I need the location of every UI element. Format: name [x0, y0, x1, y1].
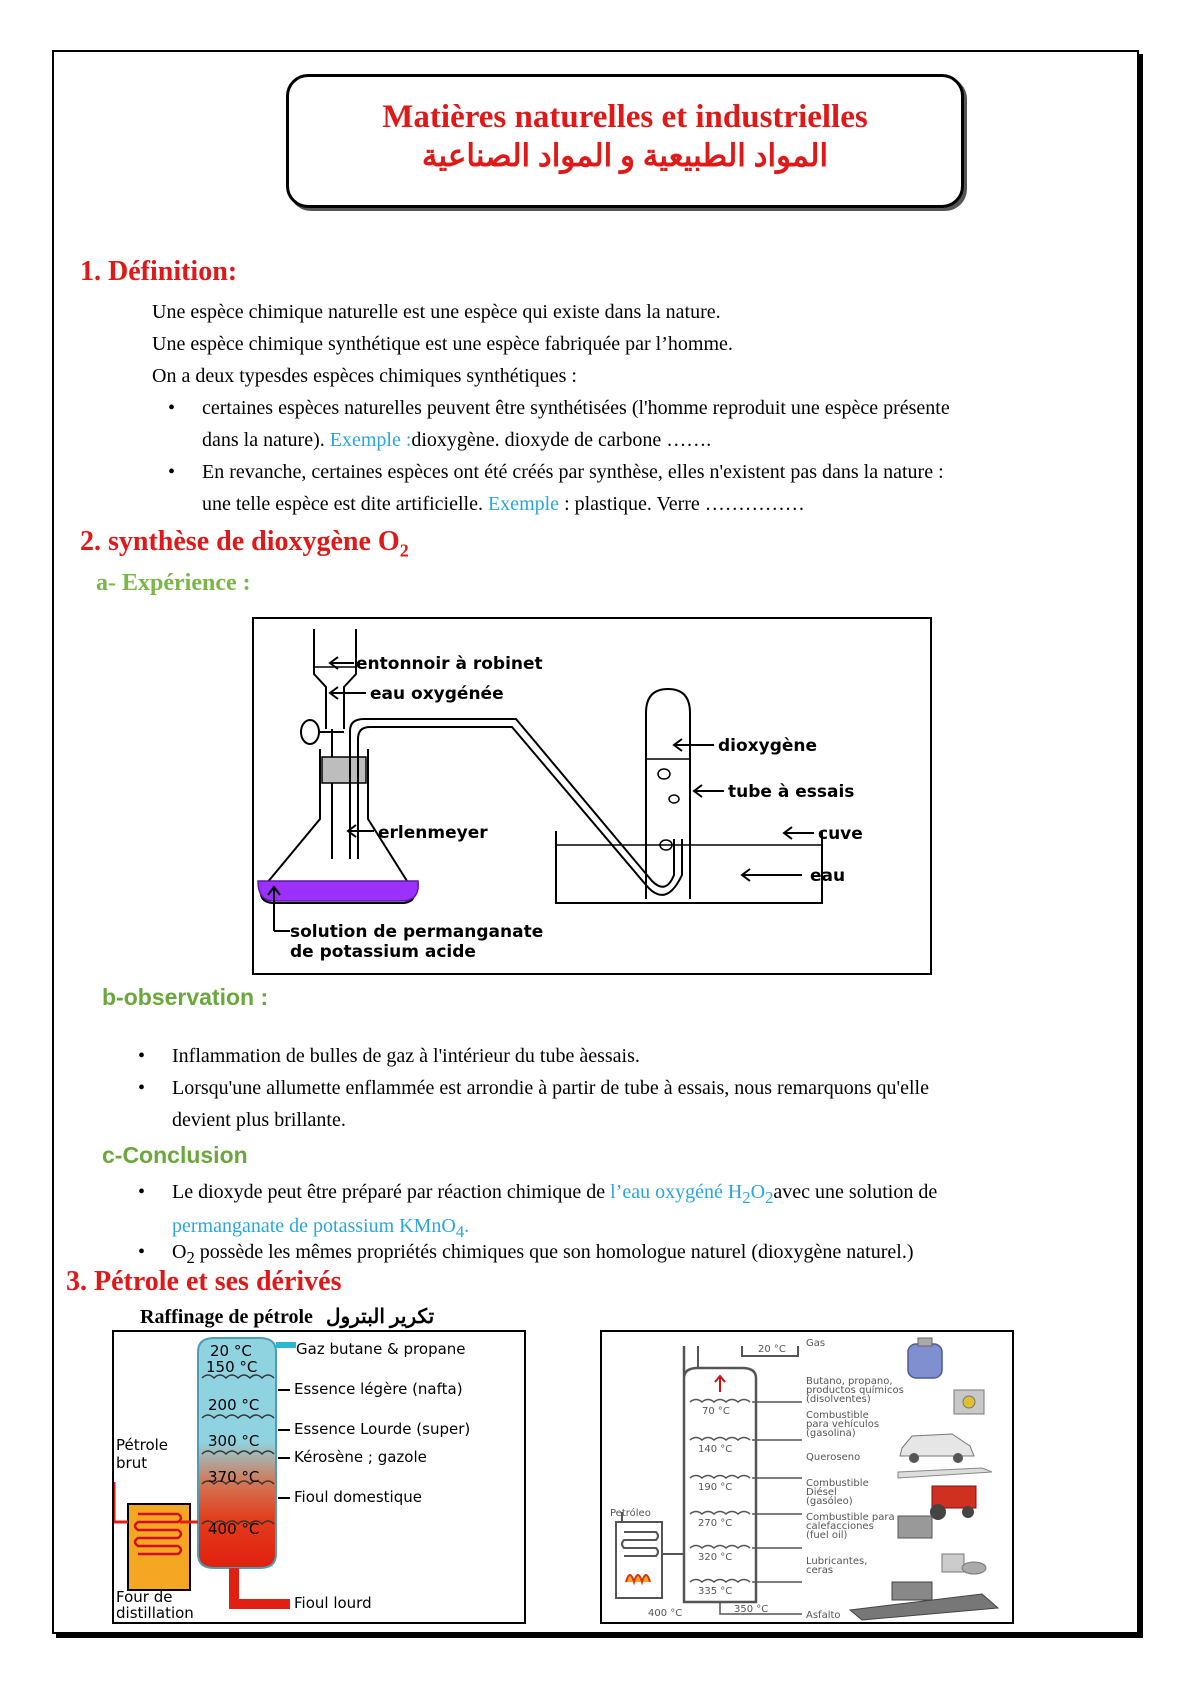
svg-text:(disolventes): (disolventes) [806, 1394, 871, 1405]
car-icon [900, 1434, 974, 1456]
delivery-tube-inner [358, 727, 682, 895]
conc1-b3: O [750, 1181, 766, 1203]
gas-bottle-icon [908, 1344, 942, 1378]
petroleo-label: Petróleo [610, 1508, 651, 1519]
bullet1-example: Exemple : [329, 429, 412, 451]
section3-heading: 3. Pétrole et ses dérivés [66, 1266, 342, 1297]
top-temp: 20 °C [758, 1344, 786, 1355]
svg-text:(fuel oil): (fuel oil) [806, 1530, 848, 1541]
label-solution-1: solution de permanganate [290, 922, 544, 942]
label-cuve: cuve [818, 824, 863, 844]
permanganate-solution [258, 881, 418, 901]
four-label-1: Four de [116, 1588, 173, 1606]
svg-text:Diésel: Diésel [806, 1487, 837, 1498]
svg-text:140 °C: 140 °C [698, 1444, 733, 1455]
svg-text:para vehículos: para vehículos [806, 1419, 880, 1430]
left-products [294, 1340, 470, 1612]
heater-icon [898, 1516, 932, 1538]
section1-heading: 1. Définition: [80, 256, 238, 287]
svg-text:20 °C: 20 °C [210, 1342, 252, 1360]
def-line-3: On a deux typesdes espèces chimiques synthétiques : [152, 365, 577, 387]
bottom-temp: 350 °C [734, 1604, 769, 1615]
refining-diagram-left [112, 1330, 526, 1624]
experiment-diagram [252, 617, 932, 975]
petrole-label-2: brut [116, 1454, 148, 1472]
bullet1-a: certaines espèces naturelles peuvent être synthétisées (l'homme reproduit une espèce présente [202, 397, 950, 419]
svg-text:Butano, propano,: Butano, propano, [806, 1376, 893, 1387]
svg-text:(gasolina): (gasolina) [806, 1428, 856, 1439]
roller-icon [892, 1582, 932, 1600]
svg-text:270 °C: 270 °C [698, 1518, 733, 1529]
label-erlenmeyer: erlenmeyer [378, 823, 488, 843]
svg-text:Essence légère (nafta): Essence légère (nafta) [294, 1380, 463, 1398]
svg-text:Combustible: Combustible [806, 1478, 869, 1489]
funnel-shape [314, 629, 356, 729]
bullet2-c: : plastique. Verre …………… [559, 493, 805, 515]
plane-icon [898, 1468, 992, 1478]
bullet2-b: une telle espèce est dite artificielle. [202, 493, 488, 515]
title-fr: Matières naturelles et industrielles [382, 99, 868, 135]
experiment-svg [254, 619, 930, 973]
svg-text:150 °C: 150 °C [206, 1358, 258, 1376]
sub-c-heading: c-Conclusion [102, 1142, 248, 1168]
stopcock [301, 720, 319, 744]
obs-2a: Lorsqu'une allumette enflammée est arrondie à partir de tube à essais, nous remarquons qu'elle [172, 1077, 929, 1099]
furnace-right [616, 1522, 662, 1598]
petrole-label-1: Pétrole [116, 1436, 169, 1454]
svg-text:400 °C: 400 °C [208, 1520, 260, 1538]
stopper [322, 757, 366, 783]
refining-subtitle-fr: Raffinage de pétrole [140, 1306, 313, 1328]
right-labels [806, 1338, 904, 1621]
conc2-b: possède les mêmes propriétés chimiques que son homologue naturel (dioxygène naturel.) [194, 1241, 914, 1263]
svg-text:(gasóleo): (gasóleo) [806, 1496, 853, 1507]
conc1-c: avec une solution de [773, 1181, 938, 1203]
conc2-a: O [172, 1241, 187, 1263]
refining-diagram-right [600, 1330, 1014, 1624]
svg-text:200 °C: 200 °C [208, 1396, 260, 1414]
lubricant-icon [942, 1554, 964, 1572]
label-entonnoir: entonnoir à robinet [356, 654, 543, 674]
refining-right-svg [602, 1332, 1012, 1622]
heavy-outlet [234, 1568, 290, 1604]
bullet2-example: Exemple [487, 493, 560, 515]
flames [626, 1575, 650, 1582]
def-line-1: Une espèce chimique naturelle est une espèce qui existe dans la nature. [152, 301, 721, 323]
obs-bullet-2 [172, 1072, 1112, 1136]
svg-text:calefacciones: calefacciones [806, 1521, 874, 1532]
svg-text:Fioul lourd: Fioul lourd [294, 1594, 372, 1612]
def-bullet-1 [202, 392, 1122, 456]
section2-heading-sub: 2 [399, 540, 409, 561]
svg-text:370 °C: 370 °C [208, 1468, 260, 1486]
svg-text:productos químicos: productos químicos [806, 1385, 904, 1396]
svg-text:Fioul domestique: Fioul domestique [294, 1488, 422, 1506]
title-box [286, 74, 964, 208]
sub-b-heading: b-observation : [102, 984, 269, 1010]
conc1-h2o2 [610, 1181, 774, 1207]
svg-text:Essence Lourde (super): Essence Lourde (super) [294, 1420, 471, 1438]
svg-text:Gaz butane & propane: Gaz butane & propane [296, 1340, 466, 1358]
section2-heading-text: 2. synthèse de dioxygène O [80, 526, 400, 557]
heater-temp: 400 °C [648, 1608, 683, 1619]
label-eau-oxygenee: eau oxygénée [370, 684, 504, 704]
svg-text:70 °C: 70 °C [702, 1406, 730, 1417]
svg-text:320 °C: 320 °C [698, 1552, 733, 1563]
label-solution-2: de potassium acide [290, 942, 476, 962]
svg-text:Combustible: Combustible [806, 1410, 869, 1421]
refining-left-svg [114, 1332, 524, 1622]
svg-text:Asfalto: Asfalto [806, 1610, 841, 1621]
gas-outlet [276, 1342, 296, 1348]
conc1-d2: 4 [455, 1222, 465, 1241]
label-eau: eau [810, 866, 846, 886]
bullet1-b: dans la nature). [202, 429, 330, 451]
svg-text:Gas: Gas [806, 1338, 826, 1349]
four-label-2: distillation [116, 1604, 194, 1622]
test-tube [646, 689, 690, 899]
conc2-a2: 2 [186, 1248, 195, 1267]
label-tube: tube à essais [728, 782, 855, 802]
refining-subtitle-ar: تكرير البترول [325, 1306, 435, 1328]
svg-text:ceras: ceras [806, 1565, 834, 1576]
bullet1-c: dioxygène. dioxyde de carbone ……. [411, 429, 712, 451]
def-bullet-2 [202, 456, 1122, 520]
conc1-a: Le dioxyde peut être préparé par réaction chimique de [172, 1181, 611, 1203]
svg-text:Lubricantes,: Lubricantes, [806, 1556, 868, 1567]
title-ar: المواد الطبيعية و المواد الصناعية [421, 138, 829, 173]
refining-subtitle [140, 1304, 434, 1329]
obs-2b: devient plus brillante. [172, 1109, 346, 1131]
label-dioxygene: dioxygène [718, 736, 818, 756]
conc1-d: permanganate de potassium KMnO [172, 1215, 456, 1237]
svg-text:Kérosène ; gazole: Kérosène ; gazole [294, 1448, 427, 1466]
conc1-kmno4 [172, 1215, 470, 1241]
section2-heading [80, 526, 409, 562]
svg-text:300 °C: 300 °C [208, 1432, 260, 1450]
bubble [669, 795, 679, 803]
bullet2-a: En revanche, certaines espèces ont été créés par synthèse, elles n'existent pas dans la nature : [202, 461, 944, 483]
obs-bullet-1 [172, 1040, 1112, 1072]
svg-text:190 °C: 190 °C [698, 1482, 733, 1493]
conc1-b: l’eau oxygéné H [610, 1181, 743, 1203]
conc1-b2: 2 [742, 1188, 751, 1207]
svg-text:Queroseno: Queroseno [806, 1452, 861, 1463]
obs-1: Inflammation de bulles de gaz à l'intérieur du tube àessais. [172, 1045, 640, 1067]
conc1-d3: . [464, 1215, 470, 1237]
def-line-2: Une espèce chimique synthétique est une espèce fabriquée par l’homme. [152, 333, 733, 355]
svg-text:Combustible para: Combustible para [806, 1512, 895, 1523]
bubble [658, 769, 670, 779]
svg-text:335 °C: 335 °C [698, 1586, 733, 1597]
conc1-b4: 2 [765, 1188, 774, 1207]
sub-a-heading: a- Expérience : [96, 570, 251, 596]
